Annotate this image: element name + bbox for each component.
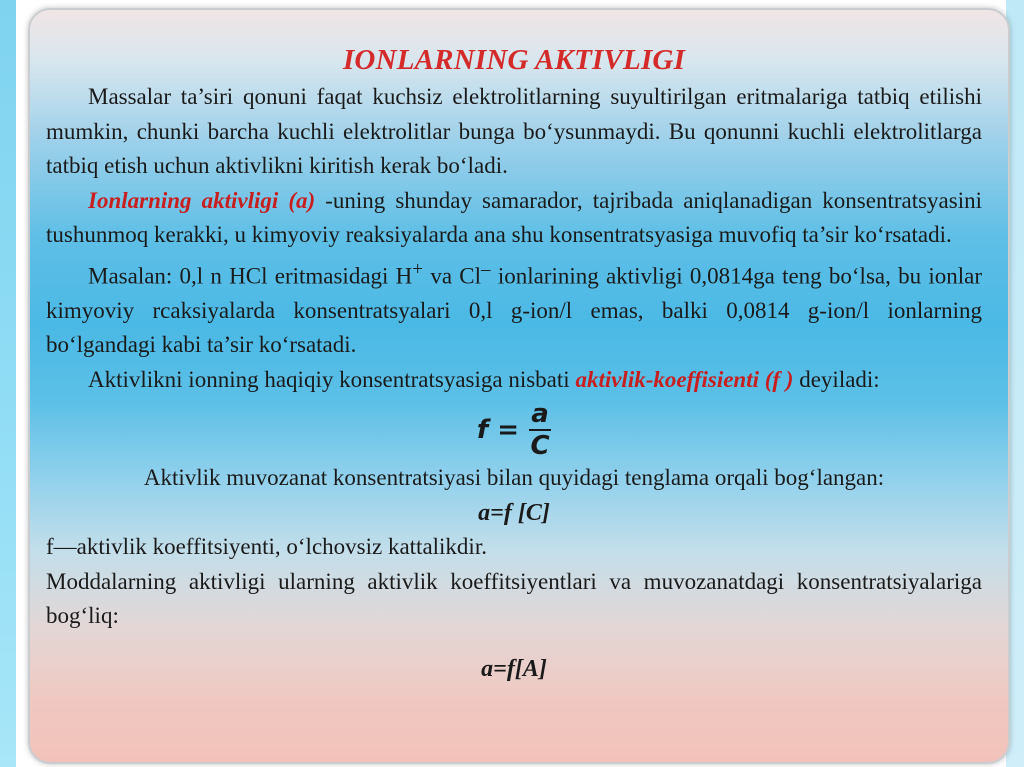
term-activity-coefficient: aktivlik-koeffisienti (f ) (575, 366, 794, 392)
formula-fraction (529, 400, 551, 460)
paragraph-1: Massalar ta’siri qonuni faqat kuchsiz elektrolitlarning suyultirilgan eritmalariga tatbiq etilishi mumkin, chunki barcha kuchli elektrolitlar bunga bo‘ysunmaydi. Bu qonunni kuchli elektrolitlarga tatbiq etish uchun aktivlikni kiritish kerak bo‘ladi. (46, 84, 982, 178)
paragraph-2-text: -uning shunday samarador, tajribada aniqlanadigan konsentratsyasini tushunmoq kerakki, u kimyoviy reaksiyalarda ana shu konsentratsyasiga muvofiq ta’sir ko‘rsatadi. (46, 187, 982, 247)
paragraph-3-text-b: va Cl (423, 263, 481, 289)
formula-activity-coefficient (46, 399, 982, 461)
paragraph-6: f—aktivlik koeffitsiyenti, o‘lchovsiz kattalikdir. (46, 534, 487, 560)
paragraph-5: Aktivlik muvozanat konsentratsiyasi bilan quyidagi tenglama orqali bog‘langan: (143, 465, 885, 491)
formula-numerator: a (531, 399, 549, 430)
formula-denominator: C (530, 431, 550, 462)
paragraph-4-text-a: Aktivlikni ionning haqiqiy konsentratsyasiga nisbati (88, 366, 576, 392)
cl-minus-superscript: – (481, 258, 491, 280)
paragraph-2 (46, 184, 982, 253)
slide-panel (28, 8, 1010, 764)
paragraph-4 (46, 363, 982, 398)
term-ion-activity: Ionlarning aktivligi (a) (88, 187, 316, 213)
paragraph-3 (46, 253, 982, 363)
formula-activity-equation: a=f [C] (478, 499, 550, 526)
paragraph-3-text-a: Masalan: 0,l n HCl eritmasidagi H (88, 263, 413, 289)
paragraph-4-text-b: deyiladi: (793, 366, 880, 392)
slide-title: IONLARNING AKTIVLIGI (342, 44, 686, 76)
paragraph-3-text-c: ionlarining aktivligi 0,0814ga teng bo‘lsa, bu ionlar kimyoviy rcaksiyalarda konsentratsyalari 0,l g-ion/l emas, balki 0,0814 g-ion/l ionlarning bo‘lgandagi kabi ta’sir ko‘rsatadi. (46, 263, 982, 358)
formula-lhs: f = (476, 414, 520, 445)
slide-content (46, 40, 982, 686)
formula-substance-activity: a=f[A] (481, 655, 547, 682)
paragraph-7: Moddalarning aktivligi ularning aktivlik koeffitsiyentlari va muvozanatdagi konsentratsiyalariga bog‘liq: (46, 568, 982, 629)
left-decor-stripe (0, 0, 16, 767)
h-plus-superscript: + (412, 258, 424, 280)
